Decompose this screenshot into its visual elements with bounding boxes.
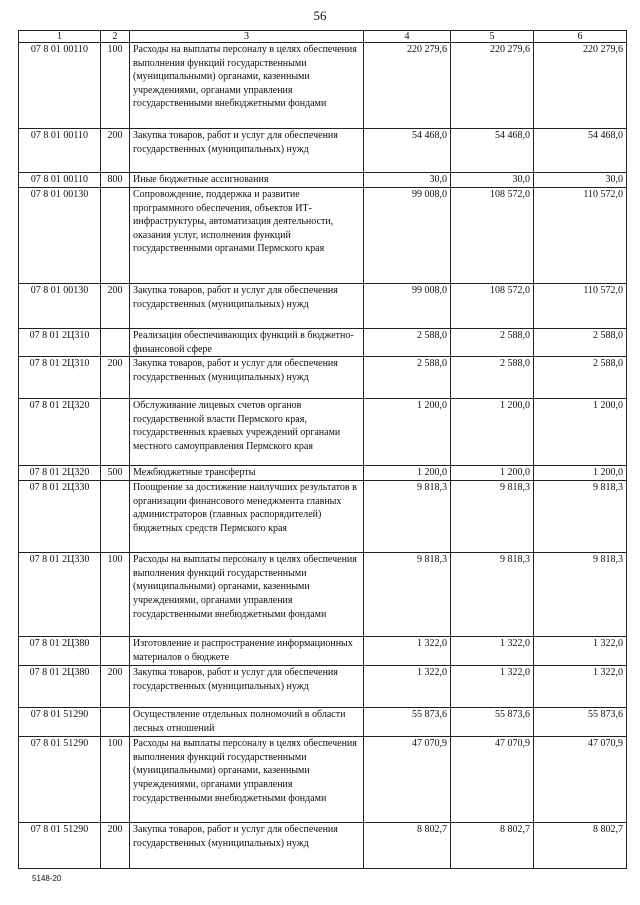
- row-value-col4-cell: 1 200,0: [364, 466, 451, 481]
- table-row: [19, 737, 627, 823]
- row-expense-type-cell: [101, 188, 130, 284]
- footer-document-code: 5148-20: [32, 874, 62, 883]
- row-expense-type-cell: 200: [101, 129, 130, 173]
- row-value-col4-cell: 30,0: [364, 173, 451, 188]
- row-description-cell: Расходы на выплаты персоналу в целях обеспечения выполнения функций государственными (муниципальными) органами, казенными учреждениями, органами управления государственными внебюджетными фондами: [130, 553, 364, 637]
- row-expense-type-cell: 200: [101, 666, 130, 708]
- row-description-cell: Закупка товаров, работ и услуг для обеспечения государственных (муниципальных) нужд: [130, 666, 364, 708]
- table-row: [19, 823, 627, 869]
- row-code-cell: 07 8 01 00110: [19, 173, 101, 188]
- row-value-col4-cell: 2 588,0: [364, 357, 451, 399]
- row-value-col4-cell: 1 322,0: [364, 666, 451, 708]
- row-value-col6-cell: 1 200,0: [534, 399, 627, 466]
- row-code-cell: 07 8 01 2Ц380: [19, 637, 101, 666]
- row-description-cell: Иные бюджетные ассигнования: [130, 173, 364, 188]
- row-code-cell: 07 8 01 2Ц330: [19, 553, 101, 637]
- row-description-cell: Закупка товаров, работ и услуг для обеспечения государственных (муниципальных) нужд: [130, 129, 364, 173]
- row-code-cell: 07 8 01 51290: [19, 708, 101, 737]
- row-value-col4-cell: 9 818,3: [364, 553, 451, 637]
- row-value-col4-cell: 99 008,0: [364, 188, 451, 284]
- column-header: 2: [101, 31, 130, 43]
- row-code-cell: 07 8 01 00130: [19, 284, 101, 329]
- table-row: [19, 43, 627, 129]
- row-description-cell: Межбюджетные трансферты: [130, 466, 364, 481]
- row-value-col4-cell: 220 279,6: [364, 43, 451, 129]
- row-value-col6-cell: 9 818,3: [534, 481, 627, 553]
- row-value-col6-cell: 54 468,0: [534, 129, 627, 173]
- row-expense-type-cell: 100: [101, 43, 130, 129]
- row-value-col6-cell: 1 322,0: [534, 666, 627, 708]
- row-expense-type-cell: 200: [101, 284, 130, 329]
- row-value-col4-cell: 9 818,3: [364, 481, 451, 553]
- row-description-cell: Расходы на выплаты персоналу в целях обеспечения выполнения функций государственными (муниципальными) органами, казенными учреждениями, органами управления государственными внебюджетными фондами: [130, 737, 364, 823]
- row-value-col5-cell: 9 818,3: [451, 553, 534, 637]
- row-expense-type-cell: 200: [101, 357, 130, 399]
- row-value-col4-cell: 2 588,0: [364, 329, 451, 357]
- page-number: 56: [313, 8, 327, 23]
- row-description-cell: Закупка товаров, работ и услуг для обеспечения государственных (муниципальных) нужд: [130, 357, 364, 399]
- row-value-col4-cell: 8 802,7: [364, 823, 451, 869]
- row-value-col6-cell: 110 572,0: [534, 188, 627, 284]
- row-value-col6-cell: 110 572,0: [534, 284, 627, 329]
- row-value-col5-cell: 220 279,6: [451, 43, 534, 129]
- row-description-cell: Изготовление и распространение информационных материалов о бюджете: [130, 637, 364, 666]
- row-value-col6-cell: 55 873,6: [534, 708, 627, 737]
- row-value-col5-cell: 2 588,0: [451, 329, 534, 357]
- table-row: [19, 466, 627, 481]
- row-value-col5-cell: 1 322,0: [451, 637, 534, 666]
- table-row: [19, 637, 627, 666]
- row-expense-type-cell: [101, 399, 130, 466]
- budget-table: [18, 30, 627, 869]
- row-value-col4-cell: 47 070,9: [364, 737, 451, 823]
- row-description-cell: Осуществление отдельных полномочий в области лесных отношений: [130, 708, 364, 737]
- table-row: [19, 357, 627, 399]
- row-description-cell: Закупка товаров, работ и услуг для обеспечения государственных (муниципальных) нужд: [130, 284, 364, 329]
- row-code-cell: 07 8 01 00110: [19, 129, 101, 173]
- row-description-cell: Реализация обеспечивающих функций в бюджетно-финансовой сфере: [130, 329, 364, 357]
- row-expense-type-cell: [101, 481, 130, 553]
- row-expense-type-cell: 500: [101, 466, 130, 481]
- row-value-col6-cell: 2 588,0: [534, 357, 627, 399]
- column-header: 4: [364, 31, 451, 43]
- table-row: [19, 481, 627, 553]
- row-expense-type-cell: 100: [101, 553, 130, 637]
- row-expense-type-cell: 100: [101, 737, 130, 823]
- row-value-col5-cell: 8 802,7: [451, 823, 534, 869]
- row-code-cell: 07 8 01 2Ц310: [19, 329, 101, 357]
- row-code-cell: 07 8 01 51290: [19, 737, 101, 823]
- row-code-cell: 07 8 01 2Ц330: [19, 481, 101, 553]
- row-value-col6-cell: 1 322,0: [534, 637, 627, 666]
- column-header: 1: [19, 31, 101, 43]
- table-row: [19, 666, 627, 708]
- row-value-col5-cell: 1 200,0: [451, 399, 534, 466]
- row-value-col4-cell: 1 322,0: [364, 637, 451, 666]
- column-header: 6: [534, 31, 627, 43]
- row-value-col6-cell: 8 802,7: [534, 823, 627, 869]
- row-value-col6-cell: 9 818,3: [534, 553, 627, 637]
- table-row: [19, 329, 627, 357]
- row-value-col5-cell: 108 572,0: [451, 284, 534, 329]
- row-value-col6-cell: 30,0: [534, 173, 627, 188]
- row-value-col5-cell: 47 070,9: [451, 737, 534, 823]
- row-value-col5-cell: 108 572,0: [451, 188, 534, 284]
- table-row: [19, 188, 627, 284]
- row-value-col6-cell: 47 070,9: [534, 737, 627, 823]
- row-expense-type-cell: [101, 329, 130, 357]
- row-value-col4-cell: 1 200,0: [364, 399, 451, 466]
- column-header: 5: [451, 31, 534, 43]
- row-expense-type-cell: 800: [101, 173, 130, 188]
- row-description-cell: Обслуживание лицевых счетов органов государственной власти Пермского края, государственных краевых учреждений органами местного самоуправления Пермского края: [130, 399, 364, 466]
- table-row: [19, 173, 627, 188]
- row-value-col5-cell: 2 588,0: [451, 357, 534, 399]
- row-value-col6-cell: 2 588,0: [534, 329, 627, 357]
- row-value-col5-cell: 54 468,0: [451, 129, 534, 173]
- row-value-col5-cell: 1 200,0: [451, 466, 534, 481]
- row-description-cell: Поощрение за достижение наилучших результатов в организации финансового менеджмента главных администраторов (главных распорядителей) бюджетных средств Пермского края: [130, 481, 364, 553]
- row-value-col5-cell: 30,0: [451, 173, 534, 188]
- row-value-col5-cell: 55 873,6: [451, 708, 534, 737]
- row-code-cell: 07 8 01 00110: [19, 43, 101, 129]
- row-expense-type-cell: 200: [101, 823, 130, 869]
- row-code-cell: 07 8 01 2Ц380: [19, 666, 101, 708]
- row-value-col6-cell: 220 279,6: [534, 43, 627, 129]
- row-value-col5-cell: 1 322,0: [451, 666, 534, 708]
- table-row: [19, 129, 627, 173]
- table-row: [19, 708, 627, 737]
- row-expense-type-cell: [101, 708, 130, 737]
- row-code-cell: 07 8 01 2Ц320: [19, 466, 101, 481]
- row-code-cell: 07 8 01 51290: [19, 823, 101, 869]
- row-description-cell: Сопровождение, поддержка и развитие программного обеспечения, объектов ИТ-инфраструктуры, автоматизация деятельности, оказания услуг, исполнения функций государственными органами Пермского края: [130, 188, 364, 284]
- row-code-cell: 07 8 01 2Ц310: [19, 357, 101, 399]
- table-header-row: [19, 31, 627, 43]
- row-value-col4-cell: 99 008,0: [364, 284, 451, 329]
- row-value-col4-cell: 55 873,6: [364, 708, 451, 737]
- table-row: [19, 284, 627, 329]
- row-description-cell: Закупка товаров, работ и услуг для обеспечения государственных (муниципальных) нужд: [130, 823, 364, 869]
- row-expense-type-cell: [101, 637, 130, 666]
- row-description-cell: Расходы на выплаты персоналу в целях обеспечения выполнения функций государственными (муниципальными) органами, казенными учреждениями, органами управления государственными внебюджетными фондами: [130, 43, 364, 129]
- table-row: [19, 399, 627, 466]
- row-value-col6-cell: 1 200,0: [534, 466, 627, 481]
- row-code-cell: 07 8 01 2Ц320: [19, 399, 101, 466]
- column-header: 3: [130, 31, 364, 43]
- table-row: [19, 553, 627, 637]
- row-value-col5-cell: 9 818,3: [451, 481, 534, 553]
- row-code-cell: 07 8 01 00130: [19, 188, 101, 284]
- row-value-col4-cell: 54 468,0: [364, 129, 451, 173]
